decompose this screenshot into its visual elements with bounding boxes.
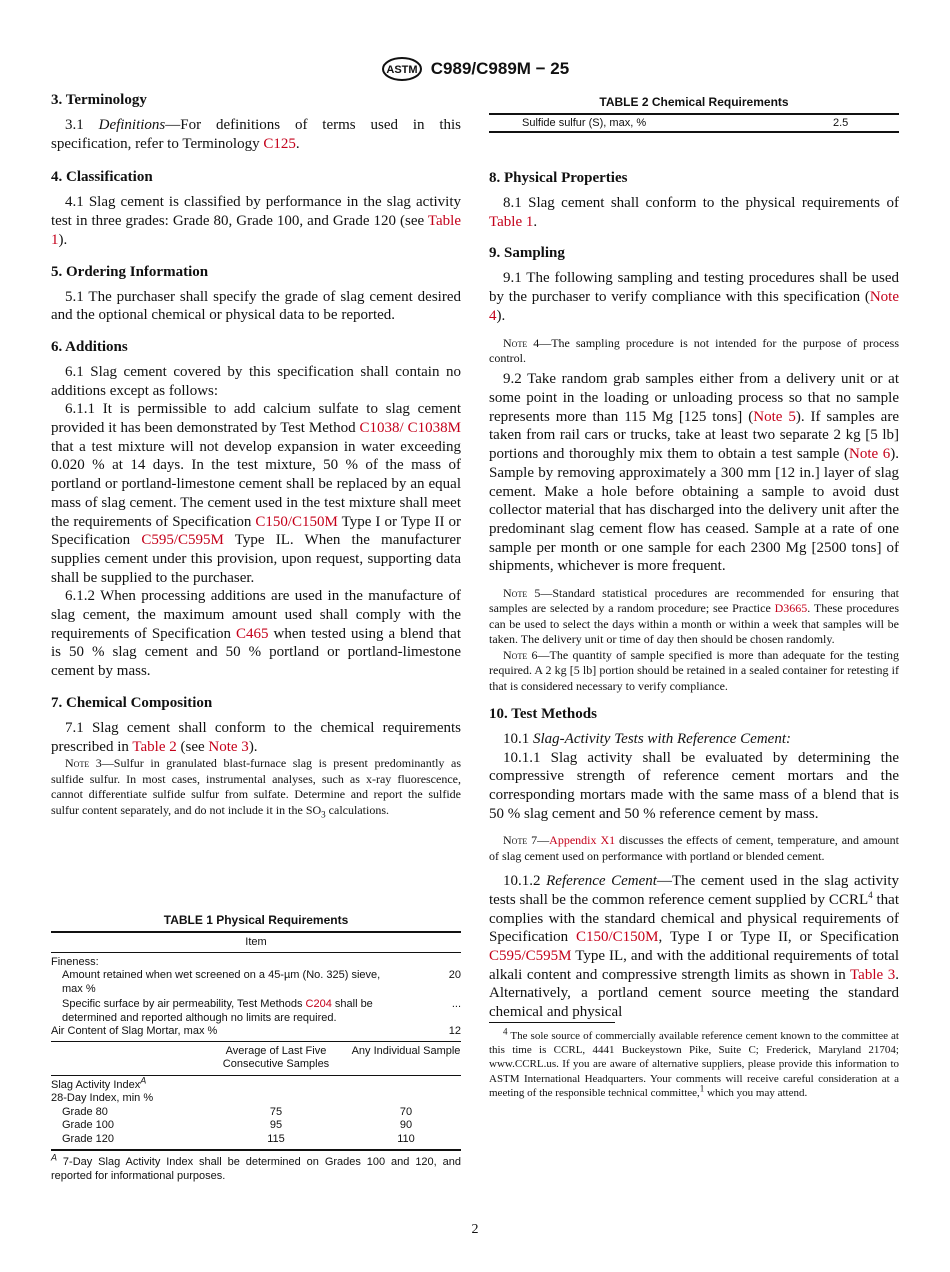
table-2-row — [489, 115, 899, 131]
link-c204[interactable]: C204 — [305, 998, 332, 1010]
paragraph-6-1-2: 6.1.2 When processing additions are used in the manufacture of slag cement, the maximum amount used shall comply with the requirements of Specification C465 when tested using a blend that is 50 % slag cement and 50 % portland or portland-limestone cement by mass. — [51, 588, 461, 680]
table-1-row-specific-surface: Specific surface by air permeability, Test Methods C204 shall be determined and reported although no limits are required. — [62, 998, 373, 1024]
table-1-slag-activity-index: Slag Activity Index$^A$ — [51, 1074, 147, 1091]
table-1-fineness: Fineness: — [51, 955, 99, 968]
paragraph-10-1-1: 10.1.1 Slag activity shall be evaluated by determining the compressive strength of reference cement mortars and the corresponding mortars made with the same mass of a blend that is 50 % slag cement and 50 % reference cement by mass. — [489, 749, 899, 822]
link-c595-b[interactable]: C595/C595M — [489, 948, 572, 965]
right-column — [489, 170, 899, 1100]
table-1-title: TABLE 1 Physical Requirements — [163, 913, 349, 927]
document-code: C989/C989M − 25 — [430, 59, 570, 78]
astm-logo-icon — [381, 56, 423, 82]
link-note-5[interactable]: Note 5 — [753, 408, 796, 425]
table-1 — [51, 913, 461, 1183]
note-7: Note 7—Appendix X1 discusses the effects of cement, temperature, and amount of slag cement used on performance with portland or blended cement. — [489, 833, 899, 863]
table-row: Grade 120 115 110 — [62, 1132, 415, 1145]
paragraph-6-1-1: 6.1.1 It is permissible to add calcium sulfate to slag cement provided it has been demonstrated by Test Method C1038/ C1038M that a test mixture will not develop expansion in water exceeding 0.020 % at 14 days. In the test mixture, 50 % of the mass of portland or portland-limestone cement shall be replaced by an equal mass of slag cement. The cement used in the test mixture shall meet the requirements of Specification C150/C150M Type I or Type II or Specification C595/C595M Type IL. When the manufacturer supplies cement under this provision, upon request, supporting data shall be supplied to the purchaser. — [51, 401, 461, 586]
table-2-row-label: Sulfide sulfur (S), max, % — [522, 117, 647, 129]
table-1-col-individual: Any Individual Sample — [351, 1044, 461, 1057]
table-1-specific-surface-value: ... — [451, 998, 461, 1010]
table-row: Grade 80 75 70 — [62, 1105, 413, 1118]
table-1-28-day-index: 28-Day Index, min % — [51, 1092, 154, 1104]
svg-text:ASTM: ASTM — [386, 64, 418, 76]
table-1-row-amount-retained: Amount retained when wet screened on a 45-µm (No. 325) sieve, max % — [62, 969, 381, 995]
table-1-row-air-content: Air Content of Slag Mortar, max % — [51, 1025, 218, 1037]
paragraph-4-1: 4.1 Slag cement is classified by performance in the slag activity test in three grades: Grade 80, Grade 100, and Grade 120 (see Table 1). — [51, 194, 461, 248]
section-5-title: 5. Ordering Information — [51, 263, 209, 280]
table-1-footnote: $^A$ 7-Day Slag Activity Index shall be determined on Grades 100 and 120, and reported for informational purposes. — [51, 1152, 461, 1182]
table-1-item-header: Item — [245, 936, 267, 948]
table-2 — [489, 95, 899, 133]
paragraph-10-1: 10.1 Slag-Activity Tests with Reference Cement: — [503, 730, 791, 747]
footnote-divider — [489, 1022, 615, 1023]
link-c1038[interactable]: C1038/ C1038M — [359, 420, 461, 437]
paragraph-10-1-2: 10.1.2 Reference Cement—The cement used in the slag activity tests shall be the common reference cement supplied by CCRL$^4$ that complies with the standard chemical and physical requirements of Specification C150/C150M, Type I or Type II, or Specification C595/C595M Type IL, and with the additional requirements of total alkali content and compressive strength limits as shown in Table 3. Alternatively, a portland cement source meeting the standard chemical and physical — [489, 873, 899, 1021]
table-1-col-average: Average of Last Five Consecutive Samples — [222, 1044, 330, 1070]
paragraph-9-2: 9.2 Take random grab samples either from a delivery unit or at some point in the loading or unloading process so that no sample represents more than 115 Mg [125 tons] (Note 5). If samples are taken from rail cars or trucks, take at least two separate 2 kg [5 lb] portions and thoroughly mix them to obtain a test sample (Note 6). Sample by removing approximately a 300 mm [12 in.] layer of slag cement. Make a hole before obtaining a sample to avoid dust collector material that has discharged into the delivery unit after the predominant slag cement flow has ceased. Sample at a rate of one sample per month or one sample for each 2300 Mg [2500 tons] of shipments, whichever is more frequent. — [489, 371, 899, 575]
page-header — [0, 56, 950, 82]
link-c125[interactable]: C125 — [263, 135, 296, 152]
section-3-title: 3. Terminology — [51, 92, 147, 108]
note-4: Note 4—The sampling procedure is not intended for the purpose of process control. — [489, 335, 899, 365]
table-row: Grade 100 95 90 — [62, 1119, 413, 1131]
paragraph-8-1: 8.1 Slag cement shall conform to the physical requirements of Table 1. — [489, 195, 899, 230]
table-1-amount-retained-value: 20 — [448, 969, 461, 981]
link-table-1[interactable]: Table 1 — [51, 213, 461, 248]
link-d3665[interactable]: D3665 — [774, 601, 808, 616]
link-c150-b[interactable]: C150/C150M — [575, 929, 659, 946]
left-column — [51, 92, 461, 818]
link-table-2[interactable]: Table 2 — [132, 738, 177, 755]
link-appendix-x1[interactable]: Appendix X1 — [549, 833, 616, 848]
table-2-title: TABLE 2 Chemical Requirements — [599, 95, 789, 109]
page-number: 2 — [471, 1222, 479, 1237]
note-6: Note 6—The quantity of sample specified is more than adequate for the testing required. A 2 kg [5 lb] portion should be retained in a sealed container for retesting if that is considered necessary to verify compliance. — [489, 647, 899, 693]
note-3: Note 3—Sulfur in granulated blast-furnace slag is present predominantly as sulfide sulfur. In most cases, instrumental analyses, such as x-ray fluorescence, cannot differentiate sulfide sulfur from sulfate. Determine and report the sulfide sulfur content separately, and do not include it in the $SO_3$ calculations. — [51, 756, 461, 819]
link-table-3[interactable]: Table 3 — [850, 966, 896, 983]
section-9-title: 9. Sampling — [489, 245, 565, 262]
note-5: Note 5—Standard statistical procedures are recommended for ensuring that samples are selected by a random procedure; see Practice D3665. These procedures can be used to select the days within a month or within a week that samples will be taken. The delivery unit or time of day then should be chosen randomly. — [489, 586, 900, 647]
paragraph-5-1: 5.1 The purchaser shall specify the grade of slag cement desired and the optional chemical or physical data to be reported. — [51, 288, 461, 324]
paragraph-3-1: 3.1 Definitions—For definitions of terms used in this specification, refer to Terminology C125. — [51, 117, 462, 152]
link-table-1-b[interactable]: Table 1 — [489, 213, 534, 230]
table-2-row-value: 2.5 — [833, 117, 849, 129]
link-note-3[interactable]: Note 3 — [208, 738, 249, 755]
paragraph-7-1: 7.1 Slag cement shall conform to the chemical requirements prescribed in Table 2 (see Note 3). — [51, 719, 461, 755]
link-c150[interactable]: C150/C150M — [255, 513, 338, 530]
link-note-4[interactable]: Note 4 — [489, 289, 899, 324]
link-c595[interactable]: C595/C595M — [141, 532, 224, 549]
section-6-title: 6. Additions — [51, 338, 128, 355]
paragraph-9-1: 9.1 The following sampling and testing procedures shall be used by the purchaser to verify compliance with this specification (Note 4). — [489, 270, 899, 324]
section-7-title: 7. Chemical Composition — [51, 694, 213, 711]
section-8-title: 8. Physical Properties — [489, 170, 628, 186]
footnote-4: $^4$ The sole source of commercially available reference cement known to the committee at this time is CCRL, 4441 Buckeystown Pike, Suite C; Frederick, Maryland 21704; www.CCRL.us. If you are aware of alternative suppliers, please provide this information to ASTM International Headquarters. Your comments will receive careful consideration at a meeting of the responsible technical committee,$^1$ which you may attend. — [489, 1026, 899, 1100]
section-4-title: 4. Classification — [51, 169, 153, 186]
paragraph-6-1: 6.1 Slag cement covered by this specification shall contain no additions except as follows: — [51, 363, 461, 399]
section-10-title: 10. Test Methods — [489, 705, 597, 722]
link-note-6[interactable]: Note 6 — [848, 446, 891, 463]
link-c465[interactable]: C465 — [235, 625, 269, 642]
table-1-air-content-value: 12 — [448, 1025, 461, 1037]
